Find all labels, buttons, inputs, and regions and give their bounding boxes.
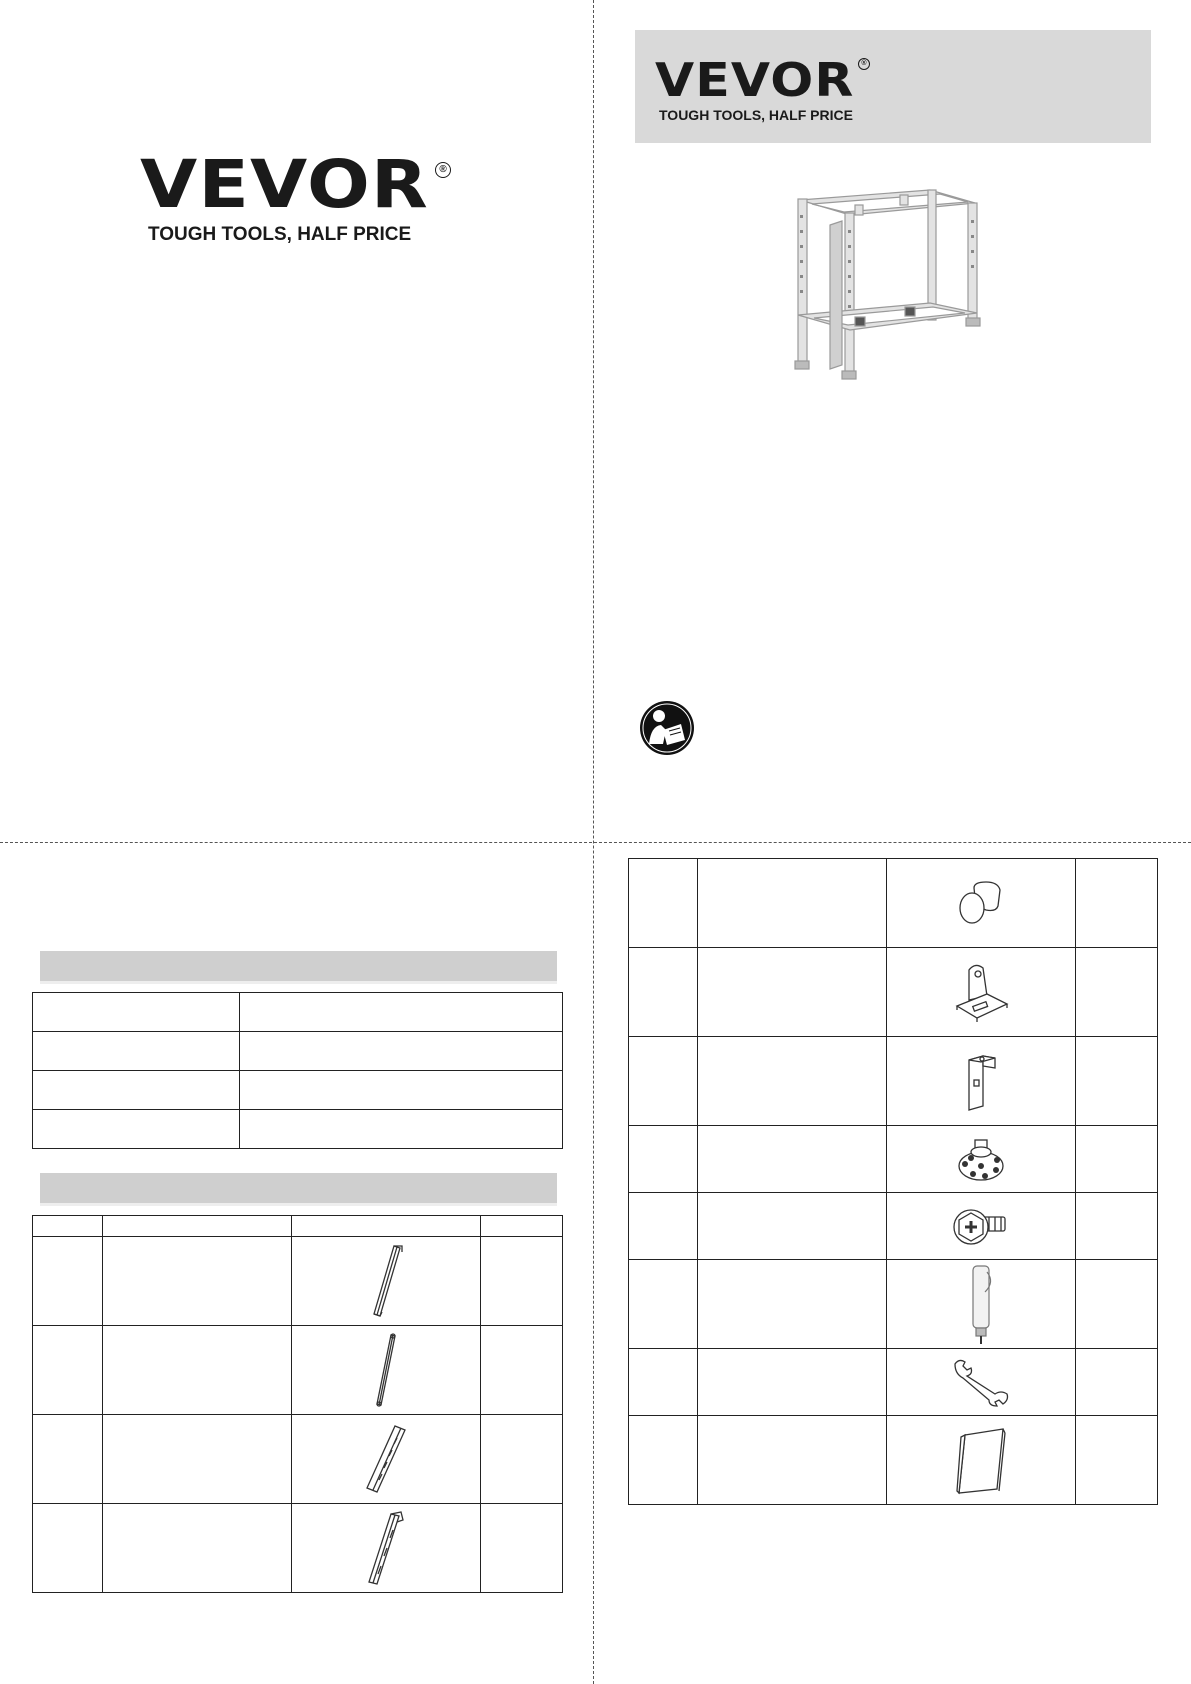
table-header-row	[33, 1216, 563, 1237]
brand-wordmark: VEVOR	[140, 146, 429, 223]
package-contents-header-bar	[40, 1173, 557, 1206]
parts-table-2	[628, 858, 1158, 1505]
table-row	[33, 1032, 563, 1071]
brand-wordmark: VEVOR	[655, 53, 855, 107]
table-row	[33, 1326, 563, 1415]
foot-bracket-icon	[887, 948, 1076, 1037]
slotted-post-icon	[292, 1415, 481, 1504]
end-cap-icon	[887, 859, 1076, 948]
table-row	[629, 1037, 1158, 1126]
wall-anchor-icon	[887, 1260, 1076, 1349]
banner-logo	[655, 55, 915, 123]
long-rod-icon	[292, 1326, 481, 1415]
table-row	[629, 1349, 1158, 1416]
brand-tagline: TOUGH TOOLS, HALF PRICE	[148, 224, 412, 245]
table-row	[33, 1504, 563, 1593]
parts-table-1	[32, 1215, 563, 1593]
specification-table	[32, 992, 563, 1149]
table-row	[629, 1126, 1158, 1193]
registered-mark: ®	[435, 162, 451, 178]
table-row	[33, 993, 563, 1032]
read-manual-icon	[639, 700, 695, 756]
table-row	[629, 1416, 1158, 1505]
cover-logo	[140, 146, 480, 246]
table-row	[33, 1110, 563, 1149]
corner-clip-icon	[887, 1037, 1076, 1126]
bolt-with-washer-icon	[887, 1193, 1076, 1260]
manual-booklet-icon	[887, 1416, 1076, 1505]
table-row	[33, 1415, 563, 1504]
wrench-icon	[887, 1349, 1076, 1416]
rubber-damper-icon	[887, 1126, 1076, 1193]
specification-header-bar	[40, 951, 557, 984]
horizontal-fold-line	[0, 842, 1191, 843]
registered-mark: ®	[858, 58, 870, 70]
short-bracket-rail-icon	[292, 1237, 481, 1326]
table-row	[629, 948, 1158, 1037]
table-row	[33, 1237, 563, 1326]
table-row	[629, 859, 1158, 948]
slotted-rail-with-bracket-icon	[292, 1504, 481, 1593]
table-row	[629, 1193, 1158, 1260]
brand-tagline: TOUGH TOOLS, HALF PRICE	[659, 107, 853, 123]
table-row	[629, 1260, 1158, 1349]
table-row	[33, 1071, 563, 1110]
product-stand-image	[790, 185, 1000, 385]
